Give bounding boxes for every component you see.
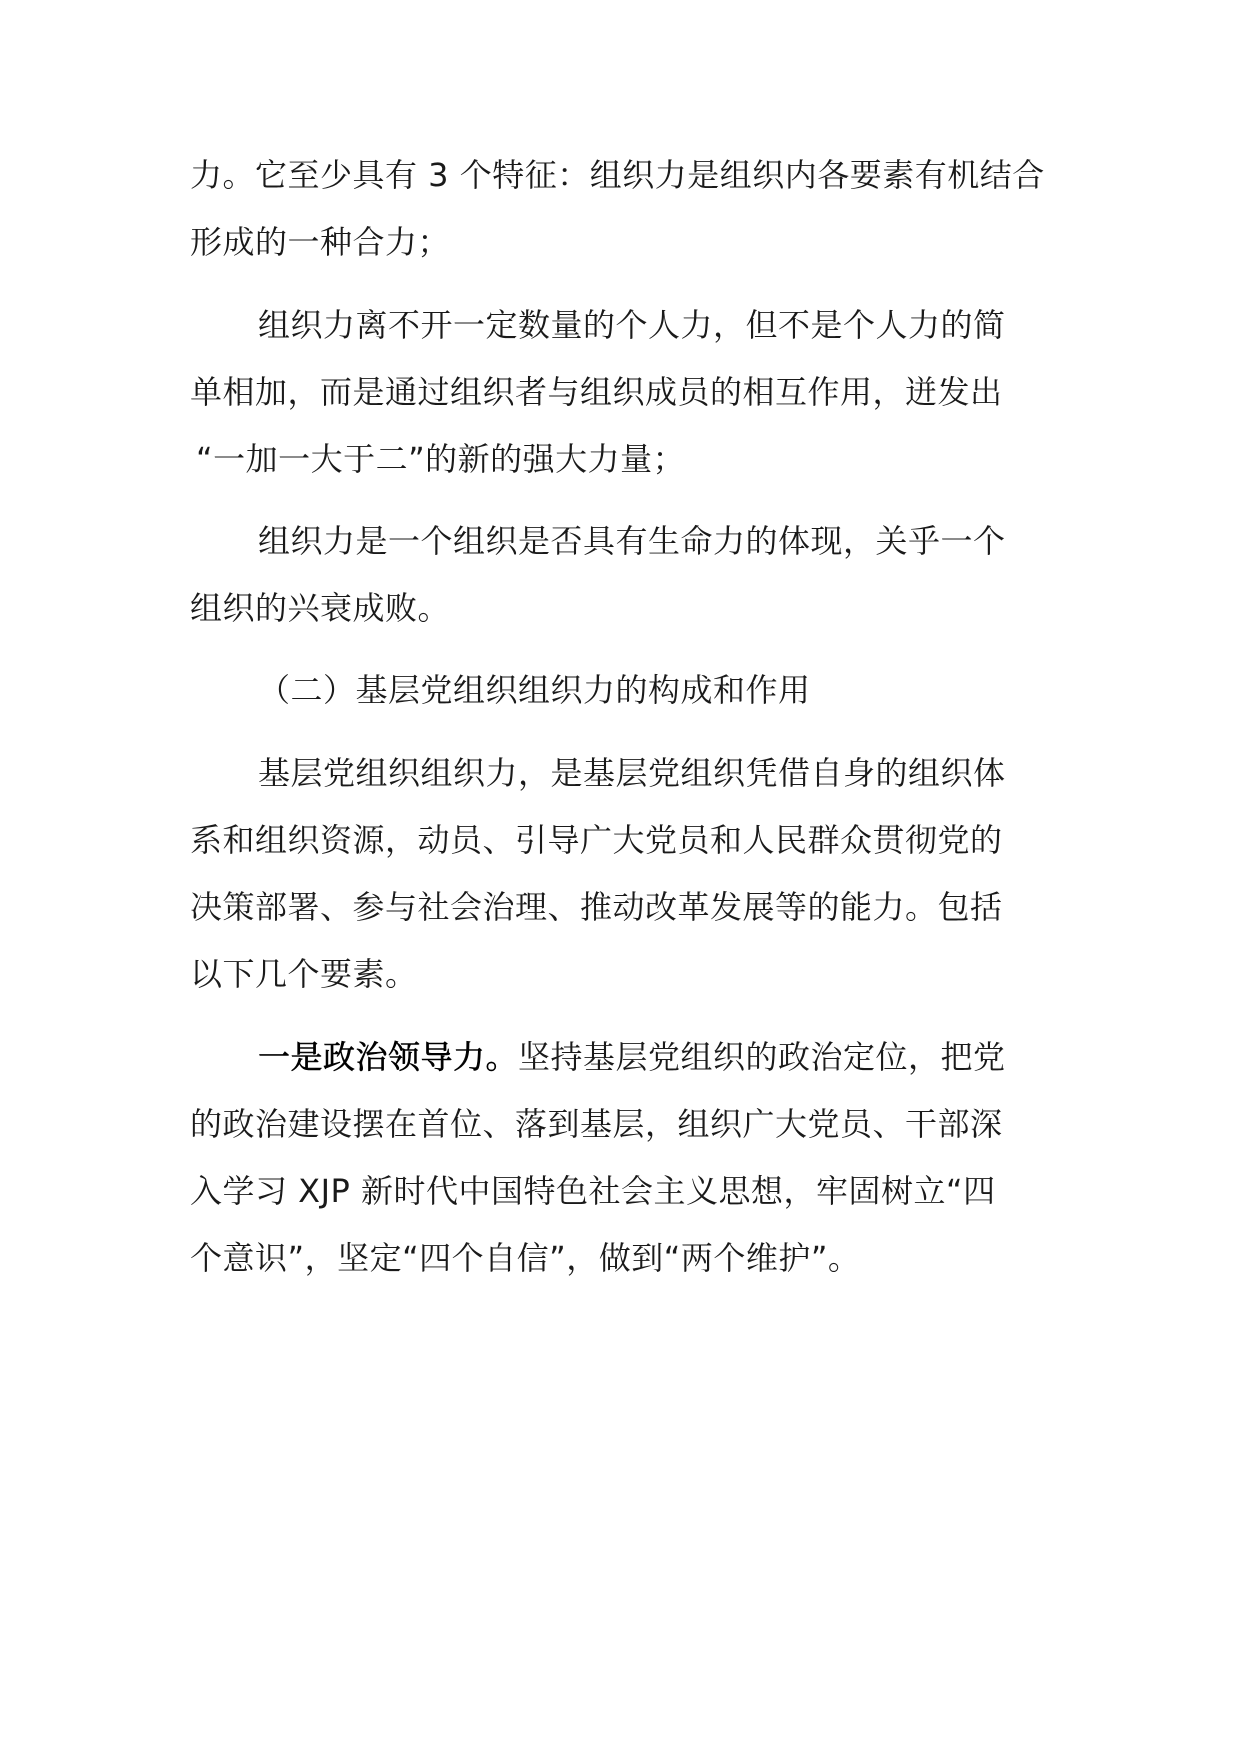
text-line-7: 组织的兴衰成败。	[190, 589, 451, 627]
text-line-4: 单相加，而是通过组织者与组织成员的相互作用，迸发出	[190, 373, 1003, 411]
text-line-1: 力。它至少具有 3 个特征：组织力是组织内各要素有机结合	[190, 156, 1045, 194]
text-line-10: 系和组织资源，动员、引导广大党员和人民群众贯彻党的	[190, 821, 1003, 859]
text-line-16: 个意识”，坚定“四个自信”，做到“两个维护”。	[190, 1239, 861, 1277]
text-line-2: 形成的一种合力；	[190, 223, 451, 261]
text-line-3: 组织力离不开一定数量的个人力，但不是个人力的简	[258, 306, 1006, 344]
text-line-13-rest: 坚持基层党组织的政治定位，把党	[518, 1038, 1006, 1076]
text-line-15: 入学习 XJP 新时代中国特色社会主义思想，牢固树立“四	[190, 1172, 996, 1210]
text-line-12: 以下几个要素。	[190, 955, 418, 993]
text-line-9: 基层党组织组织力，是基层党组织凭借自身的组织体	[258, 754, 1006, 792]
text-line-5: “一加一大于二”的新的强大力量；	[196, 440, 686, 478]
text-line-13	[258, 1037, 1006, 1077]
bold-lead-text: 一是政治领导力。	[258, 1038, 519, 1076]
text-line-6: 组织力是一个组织是否具有生命力的体现，关乎一个	[258, 522, 1006, 560]
section-heading: （二）基层党组织组织力的构成和作用	[258, 671, 811, 709]
text-line-11: 决策部署、参与社会治理、推动改革发展等的能力。包括	[190, 888, 1003, 926]
text-line-14: 的政治建设摆在首位、落到基层，组织广大党员、干部深	[190, 1105, 1003, 1143]
